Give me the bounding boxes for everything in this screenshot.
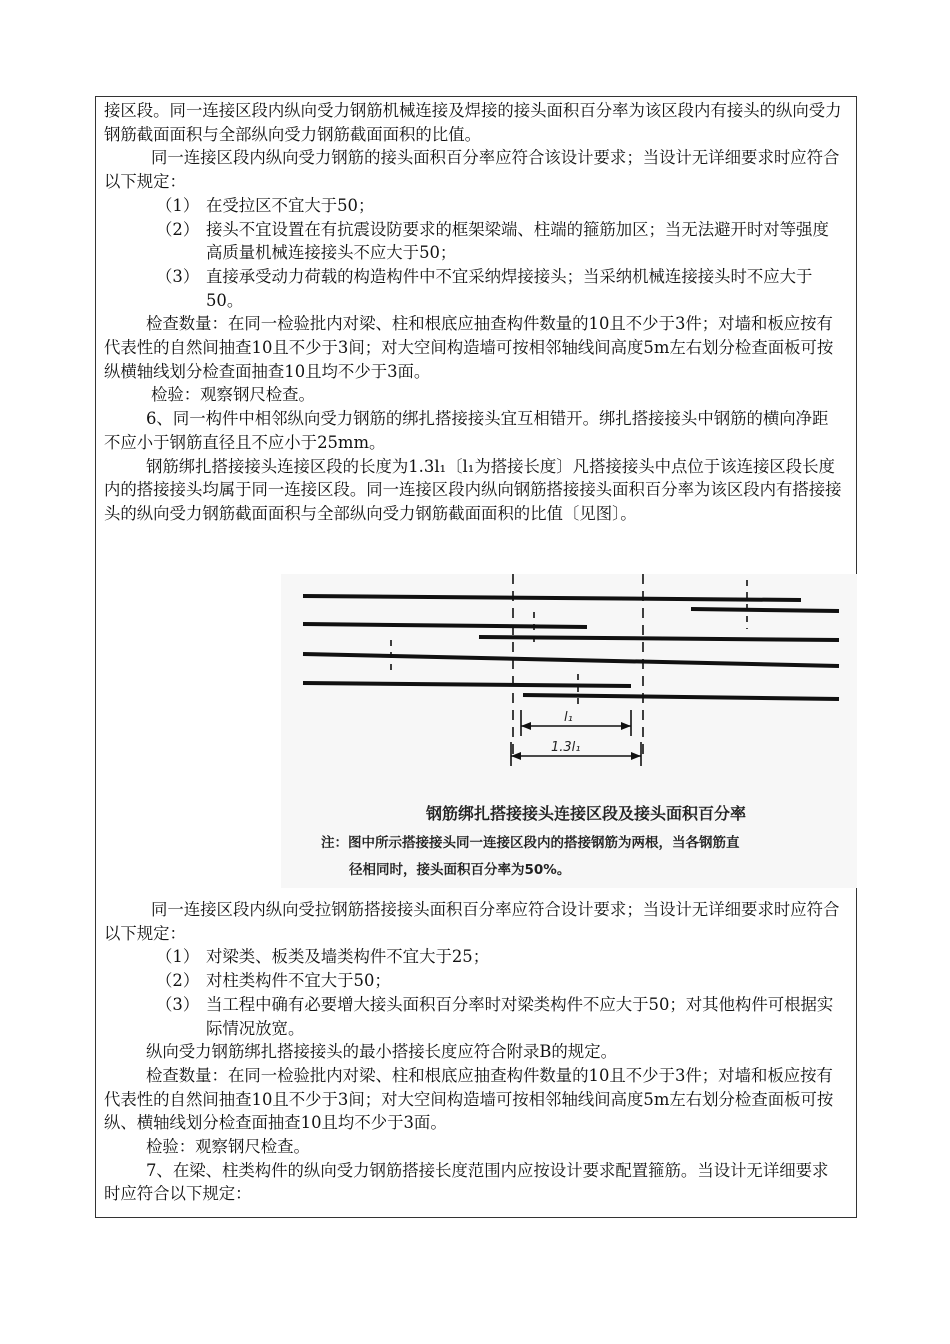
list-text: 直接承受动力荷载的构造构件中不宜采纳焊接接头；当采纳机械连接接头时不应大于50。	[206, 266, 813, 310]
paragraph: 同一连接区段内纵向受拉钢筋搭接接头面积百分率应符合设计要求；当设计无详细要求时应符合以下规定：	[104, 900, 840, 943]
rebar-line	[303, 596, 801, 600]
document-body-top	[104, 99, 844, 526]
splice-diagram	[281, 574, 857, 888]
list-item	[156, 945, 844, 969]
figure-note-line: 径相同时，接头面积百分率为50%。	[349, 862, 571, 878]
arrow-head	[521, 722, 531, 730]
paragraph: 7、在梁、柱类构件的纵向受力钢筋搭接长度范围内应按设计要求配置箍筋。当设计无详细要求时应符合以下规定：	[104, 1160, 829, 1204]
rebar-line	[303, 654, 839, 666]
paragraph: 6、同一构件中相邻纵向受力钢筋的绑扎搭接接头宜互相错开。绑扎搭接接头中钢筋的横向净距不应小于钢筋直径且不应小于25mm。	[104, 409, 829, 452]
rebar-line	[691, 609, 839, 611]
list-item	[156, 265, 844, 312]
list-number: （3）	[156, 994, 200, 1014]
list-item	[156, 969, 844, 993]
list-number: （1）	[156, 195, 200, 215]
arrow-head	[621, 722, 631, 730]
paragraph: 接区段。同一连接区段内纵向受力钢筋机械连接及焊接的接头面积百分率为该区段内有接头的纵向受力钢筋截面面积与全部纵向受力钢筋截面面积的比值。	[104, 101, 842, 144]
rebar-lines	[281, 574, 857, 794]
paragraph: 同一连接区段内纵向受力钢筋的接头面积百分率应符合该设计要求；当设计无详细要求时应符合以下规定：	[104, 148, 840, 192]
list-text: 对柱类构件不宜大于50；	[206, 971, 391, 991]
dim-label-l1: l₁	[564, 710, 573, 725]
list-number: （2）	[156, 971, 200, 991]
rebar-line	[303, 624, 587, 627]
paragraph: 检查数量：在同一检验批内对梁、柱和根底应抽查构件数量的10且不少于3件；对墙和板应按有代表性的自然间抽查10且不少于3间；对大空间构造墙可按相邻轴线间高度5m左右划分检查面板可按纵、横轴线划分检查面抽查10且均不少于3面。	[104, 1065, 834, 1133]
figure-title: 钢筋绑扎搭接接头连接区段及接头面积百分率	[426, 804, 747, 823]
list-number: （2）	[156, 219, 200, 239]
list-number: （3）	[156, 266, 200, 286]
paragraph: 钢筋绑扎搭接接头连接区段的长度为1.3l₁〔l₁为搭接长度〕凡搭接接头中点位于该连接区段长度内的搭接接头均属于同一连接区段。同一连接区段内纵向钢筋搭接接头面积百分率为该区段内有搭接接头的纵向受力钢筋截面面积与全部纵向受力钢筋截面面积的比值〔见图〕。	[104, 456, 842, 523]
list-item	[156, 194, 844, 218]
list-text: 在受拉区不宜大于50；	[206, 195, 375, 215]
list-item	[156, 218, 844, 265]
list-text: 对梁类、板类及墙类构件不宜大于25；	[206, 947, 490, 967]
paragraph: 纵向受力钢筋绑扎搭接接头的最小搭接长度应符合附录B的规定。	[146, 1042, 617, 1062]
paragraph: 检查数量：在同一检验批内对梁、柱和根底应抽查构件数量的10且不少于3件；对墙和板应按有代表性的自然间抽查10且不少于3间；对大空间构造墙可按相邻轴线间高度5m左右划分检查面板可按纵横轴线划分检查面抽查10且均不少于3面。	[104, 314, 834, 381]
document-body-bottom	[104, 898, 844, 1206]
figure-note	[321, 830, 841, 884]
list-item	[156, 993, 844, 1040]
dim-label-13l1: 1.3l₁	[551, 740, 581, 755]
rebar-line	[523, 695, 839, 699]
paragraph: 检验：观察钢尺检查。	[151, 385, 315, 405]
figure-note-line: 注：图中所示搭接接头同一连接区段内的搭接钢筋为两根，当各钢筋直	[321, 835, 740, 851]
rebar-line	[303, 683, 631, 686]
list-text: 当工程中确有必要增大接头面积百分率时对梁类构件不应大于50；对其他构件可根据实际情况放宽。	[206, 994, 834, 1038]
paragraph: 检验：观察钢尺检查。	[146, 1137, 310, 1157]
list-number: （1）	[156, 947, 200, 967]
arrow-head	[631, 752, 641, 760]
list-text: 接头不宜设置在有抗震设防要求的框架梁端、柱端的箍筋加区；当无法避开时对等强度高质量机械连接接头不应大于50；	[206, 219, 829, 263]
rebar-line	[479, 637, 839, 640]
